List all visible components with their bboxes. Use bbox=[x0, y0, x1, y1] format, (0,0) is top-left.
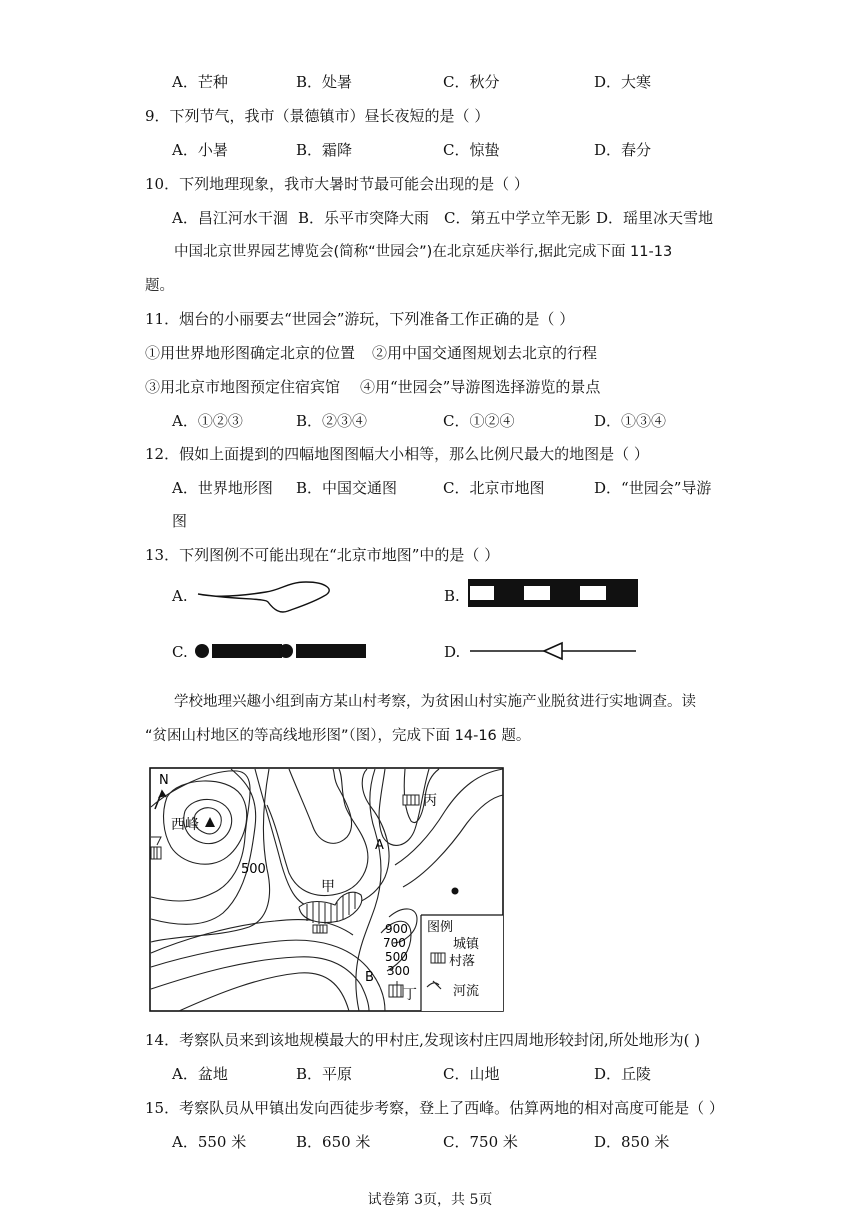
q8-option-a: A．芒种 bbox=[172, 73, 228, 91]
q11-option-a: A．①②③ bbox=[172, 412, 243, 430]
q10-option-c: C．第五中学立竿无影 bbox=[444, 209, 591, 227]
q14-option-a: A．盆地 bbox=[172, 1065, 228, 1083]
q13-option-a-letter: A. bbox=[172, 587, 188, 605]
q14-option-c: C．山地 bbox=[443, 1065, 500, 1083]
q11-option-b: B．②③④ bbox=[296, 412, 368, 430]
q8-option-c: C．秋分 bbox=[443, 73, 500, 91]
q12-stem: 12．假如上面提到的四幅地图图幅大小相等，那么比例尺最大的地图是（ ） bbox=[145, 445, 649, 463]
legend-river-label: 河流 bbox=[453, 984, 480, 999]
q13-option-d-letter: D. bbox=[444, 643, 461, 661]
passage1-line2: 题。 bbox=[145, 278, 174, 294]
q9-stem: 9．下列节气，我市（景德镇市）昼长夜短的是（ ） bbox=[145, 107, 490, 125]
legend-contour-900: 900 bbox=[385, 922, 408, 936]
contour-500-label: 500 bbox=[241, 862, 266, 877]
q14-stem: 14．考察队员来到该地规模最大的甲村庄,发现该村庄四周地形较封闭,所处地形为( ) bbox=[145, 1031, 701, 1049]
village-bing-label: 丙 bbox=[423, 793, 437, 809]
small-village-icon bbox=[313, 925, 327, 933]
point-a-label: A bbox=[375, 838, 384, 853]
legend-title: 图例 bbox=[427, 920, 454, 935]
q12-option-d-wrap: 图 bbox=[172, 512, 188, 530]
q11-item-4: ④用“世园会”导游图选择游览的景点 bbox=[360, 378, 601, 396]
q15-option-d: D．850 米 bbox=[594, 1133, 670, 1151]
contour-map bbox=[149, 767, 505, 1013]
q13-stem: 13．下列图例不可能出现在“北京市地图”中的是（ ） bbox=[145, 546, 500, 564]
village-jia-label: 甲 bbox=[321, 879, 335, 895]
q11-stem: 11．烟台的小丽要去“世园会”游玩，下列准备工作正确的是（ ） bbox=[145, 310, 575, 328]
passage1-line1: 中国北京世界园艺博览会(简称“世园会”)在北京延庆举行,据此完成下面 11-13 bbox=[174, 244, 673, 260]
north-label: N bbox=[159, 773, 169, 788]
village-ding-label: 丁 bbox=[403, 987, 417, 1003]
q13-option-c-letter: C. bbox=[172, 643, 188, 661]
q8-option-b: B．处暑 bbox=[296, 73, 353, 91]
peak-label: 西峰 bbox=[171, 817, 199, 833]
q12-option-d: D．“世园会”导游 bbox=[594, 479, 712, 497]
q10-option-a: A．昌江河水干涸 bbox=[172, 209, 288, 227]
q15-option-b: B．650 米 bbox=[296, 1133, 371, 1151]
q11-item-2: ②用中国交通图规划去北京的行程 bbox=[372, 344, 598, 362]
q11-item-3: ③用北京市地图预定住宿宾馆 bbox=[145, 378, 341, 396]
legend-village-label: 村落 bbox=[449, 954, 476, 969]
railway-symbol-icon bbox=[468, 579, 640, 609]
q12-option-b: B．中国交通图 bbox=[296, 479, 398, 497]
legend-contour-300: 300 bbox=[387, 964, 410, 978]
q11-option-d: D．①③④ bbox=[594, 412, 667, 430]
q11-option-c: C．①②④ bbox=[443, 412, 515, 430]
q11-item-1: ①用世界地形图确定北京的位置 bbox=[145, 344, 356, 362]
q15-stem: 15．考察队员从甲镇出发向西徒步考察，登上了西峰。估算两地的相对高度可能是（ ） bbox=[145, 1099, 724, 1117]
page-footer: 试卷第 3页，共 5页 bbox=[367, 1192, 493, 1208]
town-dot-icon bbox=[452, 888, 459, 895]
q9-option-c: C．惊蛰 bbox=[443, 141, 500, 159]
lake-symbol-icon bbox=[196, 576, 336, 616]
q10-option-b: B．乐平市突降大雨 bbox=[298, 209, 430, 227]
q14-option-d: D．丘陵 bbox=[594, 1065, 652, 1083]
q15-option-c: C．750 米 bbox=[443, 1133, 518, 1151]
legend-contour-500: 500 bbox=[385, 950, 408, 964]
line-with-triangle-symbol-icon bbox=[470, 638, 638, 664]
q12-option-c: C．北京市地图 bbox=[443, 479, 545, 497]
q15-option-a: A．550 米 bbox=[172, 1133, 247, 1151]
q13-option-b-letter: B. bbox=[444, 587, 460, 605]
q8-option-d: D．大寒 bbox=[594, 73, 652, 91]
q9-option-b: B．霜降 bbox=[296, 141, 353, 159]
q9-option-a: A．小暑 bbox=[172, 141, 228, 159]
legend-contour-700: 700 bbox=[383, 936, 406, 950]
legend-town-label: 城镇 bbox=[453, 937, 480, 952]
point-b-label: B bbox=[365, 970, 374, 985]
q10-stem: 10．下列地理现象，我市大暑时节最可能会出现的是（ ） bbox=[145, 175, 529, 193]
passage2-line1: 学校地理兴趣小组到南方某山村考察，为贫困山村实施产业脱贫进行实地调查。读 bbox=[174, 694, 696, 710]
road-with-towns-symbol-icon bbox=[192, 638, 372, 666]
q12-option-a: A．世界地形图 bbox=[172, 479, 273, 497]
passage2-line2: “贫困山村地区的等高线地形图”（图），完成下面 14-16 题。 bbox=[145, 728, 531, 744]
q10-option-d: D．瑶里冰天雪地 bbox=[596, 209, 714, 227]
legend-village-icon bbox=[431, 953, 445, 963]
village-bing-icon bbox=[403, 795, 419, 805]
q9-option-d: D．春分 bbox=[594, 141, 652, 159]
q14-option-b: B．平原 bbox=[296, 1065, 353, 1083]
